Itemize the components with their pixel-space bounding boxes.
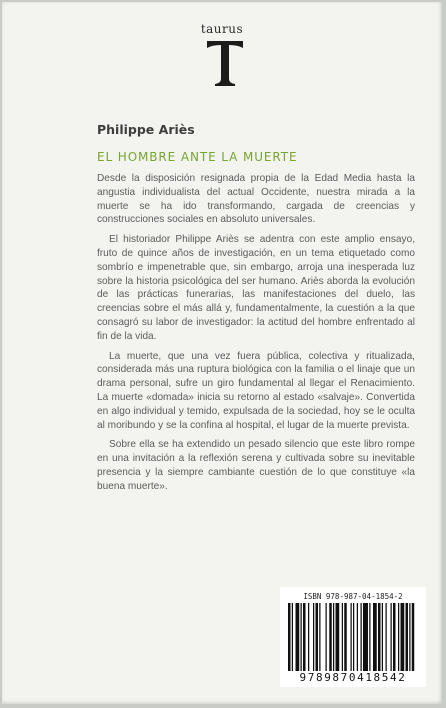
blurb-paragraph-1: Desde la disposición resignada propia de la Edad Media hasta la angustia individualista del actual Occidente, nuestra mirada a la muerte se ha ido transformando, cargada de creencias y construcciones sociales en absoluto universales. [97,173,415,226]
blurb-paragraph-4: Sobre ella se ha extendido un pesado silencio que este libro rompe en una invitación a la reflexión serena y cultivada sobre su inevitable presencia y la siempre cambiante cuestión de lo que constituye «la buena muerte». [97,439,415,492]
isbn-label: ISBN 978-987-04-1854-2 [303,592,403,601]
publisher-logo [205,39,245,87]
book-title: EL HOMBRE ANTE LA MUERTE [97,150,298,164]
blurb [97,172,415,500]
ean-digits: 9789870418542 [299,671,407,684]
author-name: Philippe Ariès [97,122,195,137]
back-cover [2,2,442,704]
barcode-image [288,603,418,671]
blurb-paragraph-2: El historiador Philippe Ariès se adentra con este amplio ensayo, fruto de quince años de investigación, en un tema etiquetado como sombrío e impenetrable que, sin embargo, arroja una inesperada luz sobre la historia psicológica del ser humano. Ariès aborda la evolución de las prácticas funerarias, las manifestaciones del duelo, las creencias sobre el más allá y, fundamentalmente, la cuestión a la que consagró su labor de investigador: la actitud del hombre enfrentado al fin de la vida. [97,234,415,342]
publisher-name: taurus [200,22,244,36]
barcode-panel [280,587,426,687]
blurb-paragraph-3: La muerte, que una vez fuera pública, colectiva y ritualizada, considerada más una ruptura biológica con la familia o el linaje que un drama personal, sufre un giro fundamental al llegar el Renacimiento. La muerte «domada» inicia su retorno al estado «salvaje». Convertida en algo individual y temido, expulsada de la sociedad, hoy se le oculta al moribundo y se la confina al hospital, el lugar de la muerte prevista. [97,350,415,431]
